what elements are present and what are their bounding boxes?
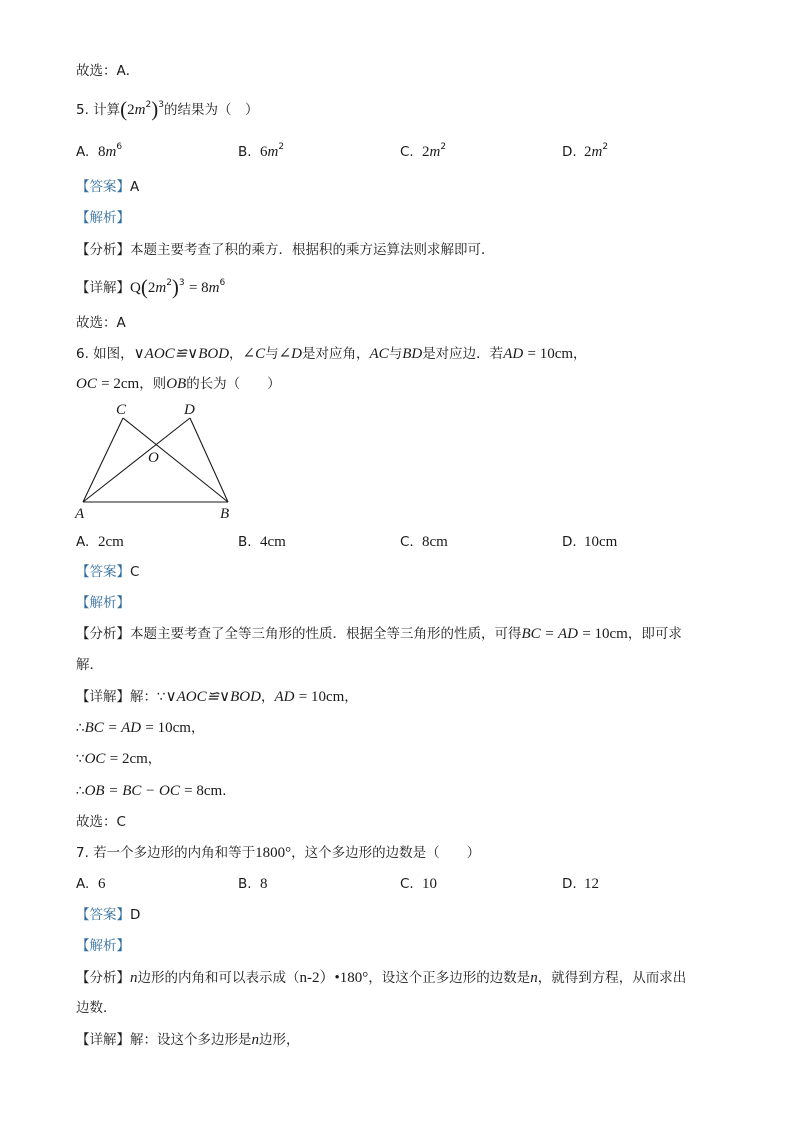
q7-detail: 【详解】解：设这个多边形是n边形， xyxy=(76,1032,300,1048)
q5-analysis: 【分析】本题主要考查了积的乘方．根据积的乘方运算法则求解即可． xyxy=(76,242,495,258)
q6-option-a: A. 2cm xyxy=(76,534,124,550)
question-5: 5. 计算$(2m^2)^3$的结果为（ ） xyxy=(76,97,259,121)
q5-option-a: A. $8m^6$ xyxy=(76,142,123,160)
segment-db xyxy=(190,418,228,502)
q6-detail-line1: 【详解】解：∵∨AOC≌∨BOD，AD = 10cm， xyxy=(76,689,358,705)
q7-jiexi: 【解析】 xyxy=(76,938,130,954)
q6-step3: ∴OB = BC − OC = 8cm． xyxy=(76,783,236,799)
q5-option-c: C. $2m^2$ xyxy=(400,142,447,160)
q7-analysis-line1: 【分析】n边形的内角和可以表示成（n-2）•180°，设这个正多边形的边数是n，就得到方程，从而求出 xyxy=(76,970,687,986)
label-b: B xyxy=(220,506,230,522)
q7-option-b: B. 8 xyxy=(238,876,268,892)
label-d: D xyxy=(184,402,195,418)
q6-jiexi: 【解析】 xyxy=(76,595,130,611)
q5-option-b: B. $6m^2$ xyxy=(238,142,285,160)
question-6-line1: 6. 如图，∨AOC≌∨BOD，∠C与∠D是对应角，AC与BD是对应边．若AD = 10cm， xyxy=(76,346,587,362)
q5-choice: 故选：A xyxy=(76,315,126,331)
q5-answer: 【答案】A xyxy=(76,179,140,195)
q6-option-c: C. 8cm xyxy=(400,534,448,550)
q6-option-d: D. 10cm xyxy=(562,534,618,550)
q5-option-d: D. $2m^2$ xyxy=(562,142,609,160)
label-c: C xyxy=(116,402,127,418)
q6-step1: ∴BC = AD = 10cm， xyxy=(76,720,205,736)
segment-ac xyxy=(83,418,123,502)
segment-cb xyxy=(123,418,228,502)
q6-analysis-line1: 【分析】本题主要考查了全等三角形的性质．根据全等三角形的性质，可得BC = AD = 10cm，即可求 xyxy=(76,626,682,642)
question-6-line2: OC = 2cm，则OB的长为（ ） xyxy=(76,376,281,392)
q7-answer: 【答案】D xyxy=(76,907,141,923)
q5-jiexi: 【解析】 xyxy=(76,210,130,226)
q6-option-b: B. 4cm xyxy=(238,534,286,550)
q7-option-c: C. 10 xyxy=(400,876,437,892)
label-o: O xyxy=(148,450,159,466)
segment-ad xyxy=(83,418,190,502)
line-choice-prev: 故选：A． xyxy=(76,63,140,79)
q6-step2: ∵OC = 2cm， xyxy=(76,751,162,767)
label-a: A xyxy=(75,506,85,522)
q7-analysis-line2: 边数． xyxy=(76,1000,117,1016)
triangle-figure xyxy=(70,398,250,528)
question-7: 7. 若一个多边形的内角和等于1800°，这个多边形的边数是（ ） xyxy=(76,845,481,861)
q5-detail: 【详解】$Q(2m^2)^3 = 8m^6$ xyxy=(76,275,226,299)
q6-answer: 【答案】C xyxy=(76,564,140,580)
q6-analysis-line2: 解． xyxy=(76,657,103,673)
q7-option-a: A. 6 xyxy=(76,876,106,892)
q7-option-d: D. 12 xyxy=(562,876,599,892)
q6-choice: 故选：C xyxy=(76,814,126,830)
